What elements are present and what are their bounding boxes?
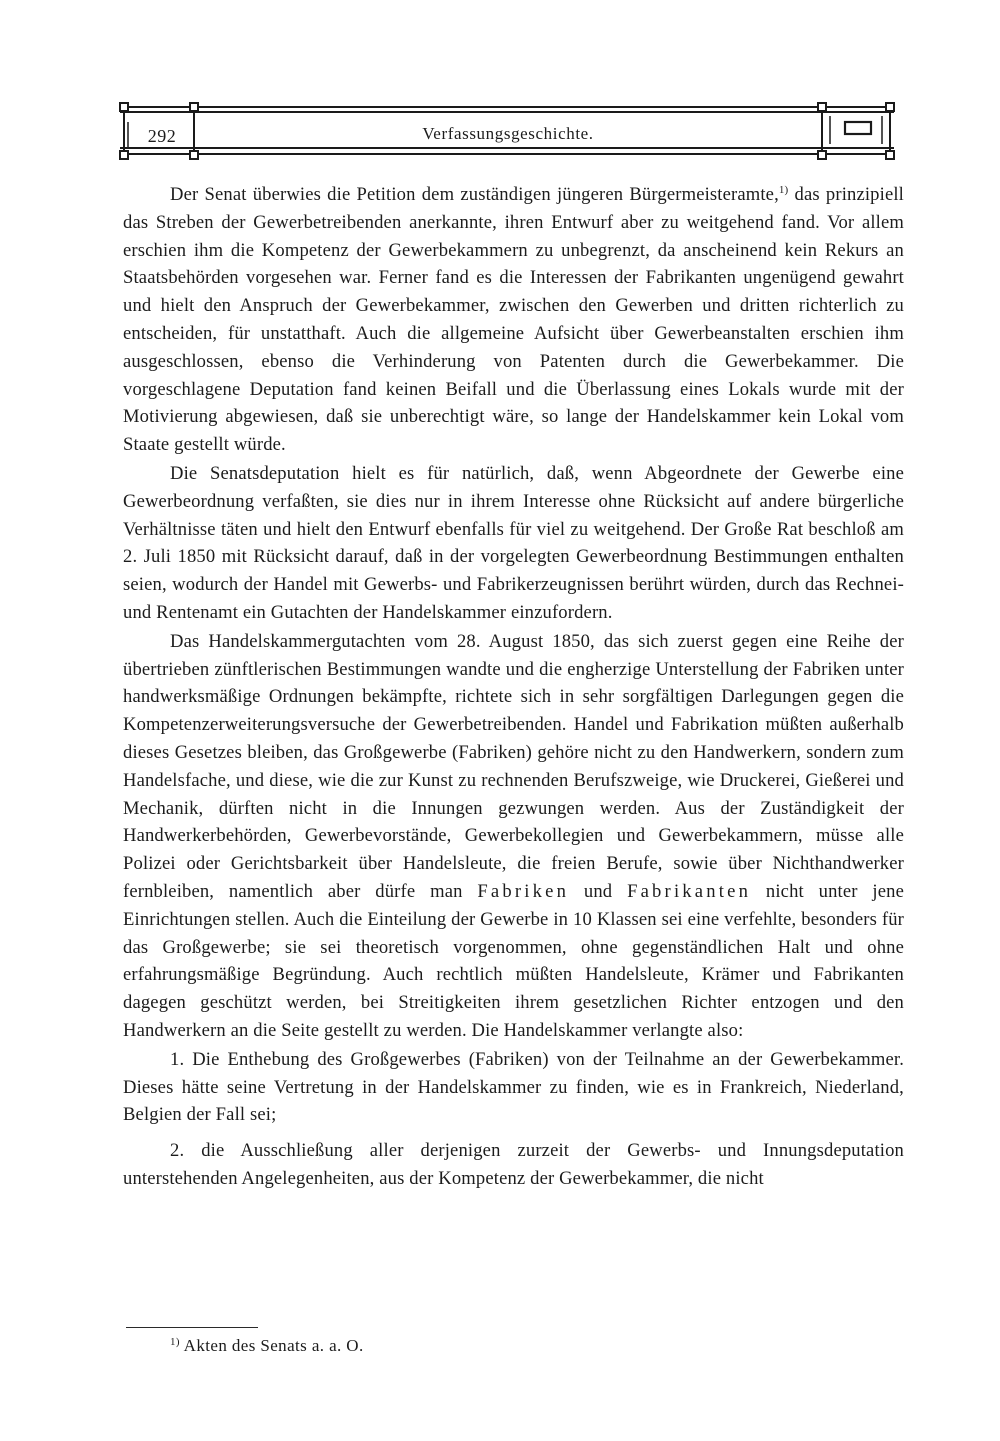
paragraph: Das Handelskammergutachten vom 28. August 1850, das sich zuerst gegen eine Reihe der übertrieben zünftlerischen Bestimmungen wandte und die engherzige Unterstellung der Fabriken unter handwerksmäßige Ordnungen bekämpfte, richtete sich in sehr sorgfältigen Darlegungen gegen die Kompetenzerweiterungsversuche der Gewerbetreibenden. Handel und Fabrikation müßten außerhalb dieses Gesetzes bleiben, das Großgewerbe (Fabriken) gehöre nicht zu den Handwerkern, sondern zum Handelsfache, und diese, wie die zur Kunst zu rechnenden Berufszweige, wie Druckerei, Gießerei und Mechanik, dürften nicht in die Innungen gezwungen werden. Aus der Zuständigkeit der Handwerkerbehörden, Gewerbevorstände, Gewerbekollegien und Gewerbekammern, müsse alle Polizei oder Gerichtsbarkeit über Handelsleute, die freien Berufe, sowie über Nichthandwerker fernbleiben, namentlich aber dürfe man Fabriken und Fabrikanten nicht unter jene Einrichtungen stellen. Auch die Einteilung der Gewerbe in 10 Klassen sei eine verfehlte, besonders für das Großgewerbe; sie sei theoretisch vorgenommen, ohne gegenständlichen Halt und ohne erfahrungsmäßige Begründung. Auch rechtlich müßten Handelsleute, Krämer und Fabrikanten dagegen geschützt werden, bei Streitigkeiten ihrem gesetzlichen Richter entzogen und den Handwerkern an die Seite gestellt zu werden. Die Handelskammer verlangte also:	[123, 630, 904, 1041]
page-number: 292	[147, 126, 177, 146]
footnote-text: Akten des Senats a. a. O.	[179, 1336, 364, 1355]
footnote-mark: 1)	[170, 1336, 180, 1348]
list-item: 1. Die Enthebung des Großgewerbes (Fabriken) von der Teilnahme an der Gewerbekammer. Dieses hätte seine Vertretung in der Handelskammer zu finden, wie es in Frankreich, Niederland, Belgien der Fall sei;	[123, 1048, 904, 1126]
spaced-emphasis: Fabrikanten	[627, 880, 752, 902]
spaced-emphasis: Fabriken	[477, 880, 570, 902]
list-item: 2. die Ausschließung aller derjenigen zurzeit der Gewerbs- und Innungsdeputation unterstehenden Angelegenheiten, aus der Kompetenz der Gewerbekammer, die nicht	[123, 1140, 904, 1189]
running-title: Verfassungsgeschichte.	[422, 124, 594, 143]
body-text	[123, 181, 904, 1193]
footnote	[170, 1336, 364, 1356]
footnote-reference: 1)	[778, 184, 789, 196]
running-header	[118, 100, 896, 164]
footnote-divider	[126, 1327, 258, 1328]
paragraph: Die Senatsdeputation hielt es für natürlich, daß, wenn Abgeordnete der Gewerbe eine Gewerbeordnung verfaßten, sie dies nur in ihrem Interesse ohne Rücksicht auf andere bürgerliche Verhältnisse täten und hielt den Entwurf ebenfalls für viel zu weitgehend. Der Große Rat beschloß am 2. Juli 1850 mit Rücksicht darauf, daß in der vorgelegten Gewerbeordnung Bestimmungen enthalten seien, wodurch der Handel mit Gewerbs- und Fabrikerzeugnissen berührt würden, durch das Rechnei- und Rentenamt ein Gutachten der Handelskammer einzufordern.	[123, 462, 904, 623]
paragraph: Der Senat überwies die Petition dem zuständigen jüngeren Bürgermeisteramte,$^{1)}$ das prinzipiell das Streben der Gewerbetreibenden anerkannte, ihren Entwurf aber zu weitgehend fand. Vor allem erschien ihm die Kompetenz der Gewerbekammern zu unbegrenzt, da anscheinend kein Rekurs an Staatsbehörden vorgesehen war. Ferner fand es die Interessen der Fabrikanten ungenügend gewahrt und hielt den Anspruch der Gewerbekammer, zwischen den Gewerben und dritten richterlich zu entscheiden, für unstatthaft. Auch die allgemeine Aufsicht über Gewerbeanstalten erschien ihm ausgeschlossen, ebenso die Verhinderung von Patenten durch die Gewerbekammer. Die vorgeschlagene Deputation fand keinen Beifall und die Überlassung eines Lokals wurde mit der Motivierung abgewiesen, daß sie unberechtigt wäre, so lange der Handelskammer kein Lokal vom Staate gestellt würde.	[123, 184, 904, 456]
